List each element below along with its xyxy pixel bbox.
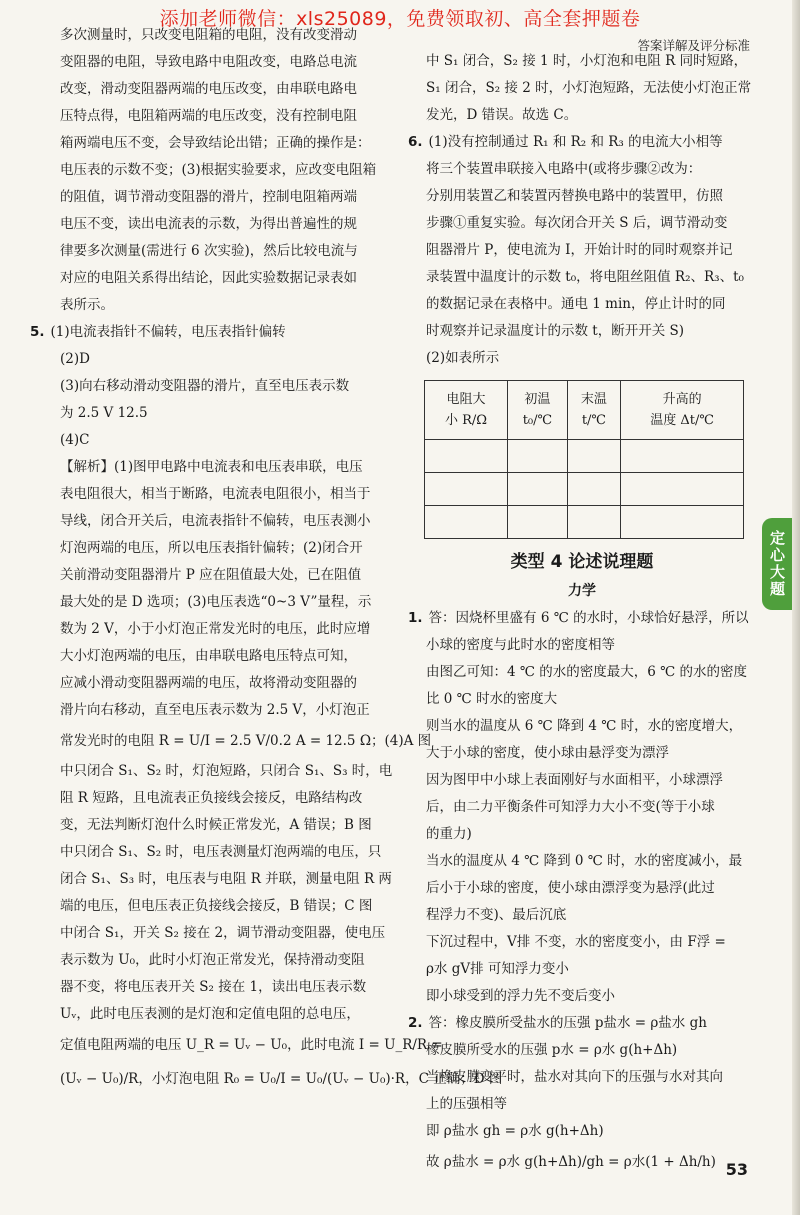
- text-line: 由图乙可知：4 ℃ 的水的密度最大，6 ℃ 的水的密度: [426, 664, 748, 680]
- analysis-line: 闭合 S₁、S₃ 时，电压表与电阻 R 并联，测量电阻 R 两: [60, 871, 392, 887]
- watermark-banner: 添加老师微信：xls25089，免费领取初、高全套押题卷: [159, 8, 641, 30]
- text-line: 下沉过程中，V排 不变，水的密度变小，由 F浮 =: [426, 934, 726, 950]
- text-line: ρ水 gV排 可知浮力变小: [426, 961, 569, 977]
- right-column: [408, 48, 756, 1179]
- chapter-side-tab: 定心大题: [762, 518, 792, 610]
- analysis-line: 端的电压，但电压表正负接线会接反，B 错误；C 图: [60, 898, 373, 914]
- analysis-line: 表示数为 U₀，此时小灯泡正常发光，保持滑动变阻: [60, 952, 365, 968]
- analysis-line: 中只闭合 S₁、S₂ 时，电压表测量灯泡两端的电压，只: [60, 844, 382, 860]
- text-line: 程浮力不变)、最后沉底: [426, 907, 567, 923]
- text-line: 即小球受到的浮力先不变后变小: [426, 988, 615, 1004]
- analysis-line: 变，无法判断灯泡什么时候正常发光，A 错误；B 图: [60, 817, 372, 833]
- text-line: 因为图甲中小球上表面刚好与水面相平，小球漂浮: [426, 772, 723, 788]
- text-line: 的重力): [426, 826, 472, 842]
- text-line: 橡皮膜所受水的压强 p水 = ρ水 g(h+Δh): [426, 1042, 678, 1058]
- text-line: 阻器滑片 P，使电流为 I，开始计时的同时观察并记: [426, 242, 733, 258]
- text-line: 电压表的示数不变；(3)根据实验要求，应改变电阻箱: [60, 162, 377, 178]
- text-line: 上的压强相等: [426, 1096, 507, 1112]
- analysis-line: 应减小滑动变阻器两端的电压，故将滑动变阻器的: [60, 675, 357, 691]
- text-line: 则当水的温度从 6 ℃ 降到 4 ℃ 时，水的密度增大，: [426, 718, 743, 734]
- text-line: 的阻值，调节滑动变阻器的滑片，控制电阻箱两端: [60, 189, 357, 205]
- subsection-title: 力学: [568, 583, 596, 599]
- text-line: 律要多次测量(需进行 6 次实验)，然后比较电流与: [60, 243, 358, 259]
- page-number: 53: [725, 1160, 748, 1179]
- analysis-line: 导线，闭合开关后，电流表指针不偏转，电压表测小: [60, 513, 371, 529]
- text-line: 比 0 ℃ 时水的密度大: [426, 691, 558, 707]
- text-line: 后小于小球的密度，使小球由漂浮变为悬浮(此过: [426, 880, 715, 896]
- text-line: 小球的密度与此时水的密度相等: [426, 637, 615, 653]
- text-line: 电压不变，读出电流表的示数，为得出普遍性的规: [60, 216, 357, 232]
- analysis-line: 灯泡两端的电压，所以电压表指针偏转；(2)闭合开: [60, 540, 363, 556]
- analysis-line: 中只闭合 S₁、S₂ 时，灯泡短路，只闭合 S₁、S₃ 时，电: [60, 763, 393, 779]
- text-line: 压特点得，电阻箱两端的电压改变，没有控制电阻: [60, 108, 357, 124]
- question-number: 5.: [30, 324, 45, 340]
- analysis-line: 关前滑动变阻器滑片 P 应在阻值最大处，已在阻值: [60, 567, 362, 583]
- table-header-cell: 初温 t₀/℃: [508, 381, 568, 440]
- table-header-cell: 末温 t/℃: [567, 381, 620, 440]
- table-header-cell: 电阻大 小 R/Ω: [425, 381, 508, 440]
- text-line: S₁ 闭合，S₂ 接 2 时，小灯泡短路，无法使小灯泡正常: [426, 80, 752, 96]
- question-number: 1.: [408, 610, 423, 626]
- analysis-line: Uᵥ，此时电压表测的是灯泡和定值电阻的总电压，: [60, 1006, 360, 1022]
- answer-3a: (3)向右移动滑动变阻器的滑片，直至电压表示数: [60, 378, 350, 394]
- table-row: [425, 473, 744, 506]
- formula-line: 故 ρ盐水 = ρ水 g(h+Δh)/gh = ρ水(1 + Δh/h): [426, 1154, 716, 1170]
- answer-1: (1)没有控制通过 R₁ 和 R₂ 和 R₃ 的电流大小相等: [428, 134, 723, 150]
- text-line: 录装置中温度计的示数 t₀，将电阻丝阻值 R₂、R₃、t₀: [426, 269, 744, 285]
- question-1: [408, 605, 756, 632]
- text-line: 当橡皮膜变平时，盐水对其向下的压强与水对其向: [426, 1069, 723, 1085]
- analysis-line: 大小灯泡两端的电压，由串联电路电压特点可知，: [60, 648, 357, 664]
- text-line: 中 S₁ 闭合，S₂ 接 1 时，小灯泡和电阻 R 同时短路，: [426, 53, 748, 69]
- text-line: 箱两端电压不变，会导致结论出错；正确的操作是：: [60, 135, 371, 151]
- section-title: 类型 4 论述说理题: [510, 552, 654, 572]
- text-line: 多次测量时，只改变电阻箱的电阻，没有改变滑动: [60, 27, 357, 43]
- text-line: 后，由二力平衡条件可知浮力大小不变(等于小球: [426, 799, 715, 815]
- answer-4: (4)C: [60, 432, 90, 448]
- table-header-row: [425, 381, 744, 440]
- question-number: 6.: [408, 134, 423, 150]
- answer-text: 答：因烧杯里盛有 6 ℃ 的水时，小球恰好悬浮，所以: [428, 610, 749, 626]
- question-2: [408, 1010, 756, 1037]
- analysis-line: 滑片向右移动，直至电压表示数为 2.5 V，小灯泡正: [60, 702, 370, 718]
- question-5: [30, 319, 392, 346]
- text-line: 变阻器的电阻，导致电路中电阻改变，电路总电流: [60, 54, 357, 70]
- text-line: 将三个装置串联接入电路中(或将步骤②改为：: [426, 161, 702, 177]
- answer-3b: 为 2.5 V 12.5: [60, 405, 148, 421]
- table-row: [425, 440, 744, 473]
- analysis-line: 器不变，将电压表开关 S₂ 接在 1，读出电压表示数: [60, 979, 367, 995]
- text-line: 大于小球的密度，使小球由悬浮变为漂浮: [426, 745, 669, 761]
- running-header: 答案详解及评分标准: [637, 38, 750, 53]
- text-line: 分别用装置乙和装置丙替换电路中的装置甲，仿照: [426, 188, 723, 204]
- analysis-line: 表电阻很大，相当于断路，电流表电阻很小，相当于: [60, 486, 371, 502]
- question-number: 2.: [408, 1015, 423, 1031]
- text-line: 表所示。: [60, 297, 114, 313]
- text-line: 改变，滑动变阻器两端的电压改变，由串联电路电: [60, 81, 357, 97]
- formula-line: 定值电阻两端的电压 U_R = Uᵥ − U₀，此时电流 I = U_R/R =: [60, 1037, 443, 1053]
- text-line: 的数据记录在表格中。通电 1 min，停止计时的同: [426, 296, 726, 312]
- answer-text: 答：橡皮膜所受盐水的压强 p盐水 = ρ盐水 gh: [428, 1015, 707, 1031]
- formula-line: (Uᵥ − U₀)/R，小灯泡电阻 R₀ = U₀/I = U₀/(Uᵥ − U₀)·R，C 正确；D 图: [60, 1071, 503, 1087]
- table-row: [425, 506, 744, 539]
- analysis-line: 【解析】(1)图甲电路中电流表和电压表串联，电压: [60, 459, 363, 475]
- text-line: 对应的电阻关系得出结论，因此实验数据记录表如: [60, 270, 357, 286]
- text-line: 当水的温度从 4 ℃ 降到 0 ℃ 时，水的密度减小，最: [426, 853, 743, 869]
- formula-line: 常发光时的电阻 R = U/I = 2.5 V/0.2 A = 12.5 Ω；(4)A 图: [60, 733, 432, 749]
- text-line: 即 ρ盐水 gh = ρ水 g(h+Δh): [426, 1123, 604, 1139]
- question-6: [408, 129, 756, 156]
- text-line: 步骤①重复实验。每次闭合开关 S 后，调节滑动变: [426, 215, 728, 231]
- answer-2: (2)如表所示: [426, 350, 500, 366]
- analysis-line: 中闭合 S₁，开关 S₂ 接在 2，调节滑动变阻器，使电压: [60, 925, 386, 941]
- analysis-line: 数为 2 V，小于小灯泡正常发光时的电压，此时应增: [60, 621, 371, 637]
- analysis-line: 阻 R 短路，且电流表正负接线会接反，电路结构改: [60, 790, 363, 806]
- table-header-cell: 升高的 温度 Δt/℃: [621, 381, 744, 440]
- analysis-line: 最大处的是 D 选项；(3)电压表选“0~3 V”量程，示: [60, 594, 372, 610]
- text-line: 发光，D 错误。故选 C。: [426, 107, 578, 123]
- page-edge: [792, 0, 800, 1215]
- answer-2: (2)D: [60, 351, 90, 367]
- answer-1: (1)电流表指针不偏转，电压表指针偏转: [50, 324, 286, 340]
- text-line: 时观察并记录温度计的示数 t，断开开关 S): [426, 323, 685, 339]
- data-table: [424, 380, 744, 539]
